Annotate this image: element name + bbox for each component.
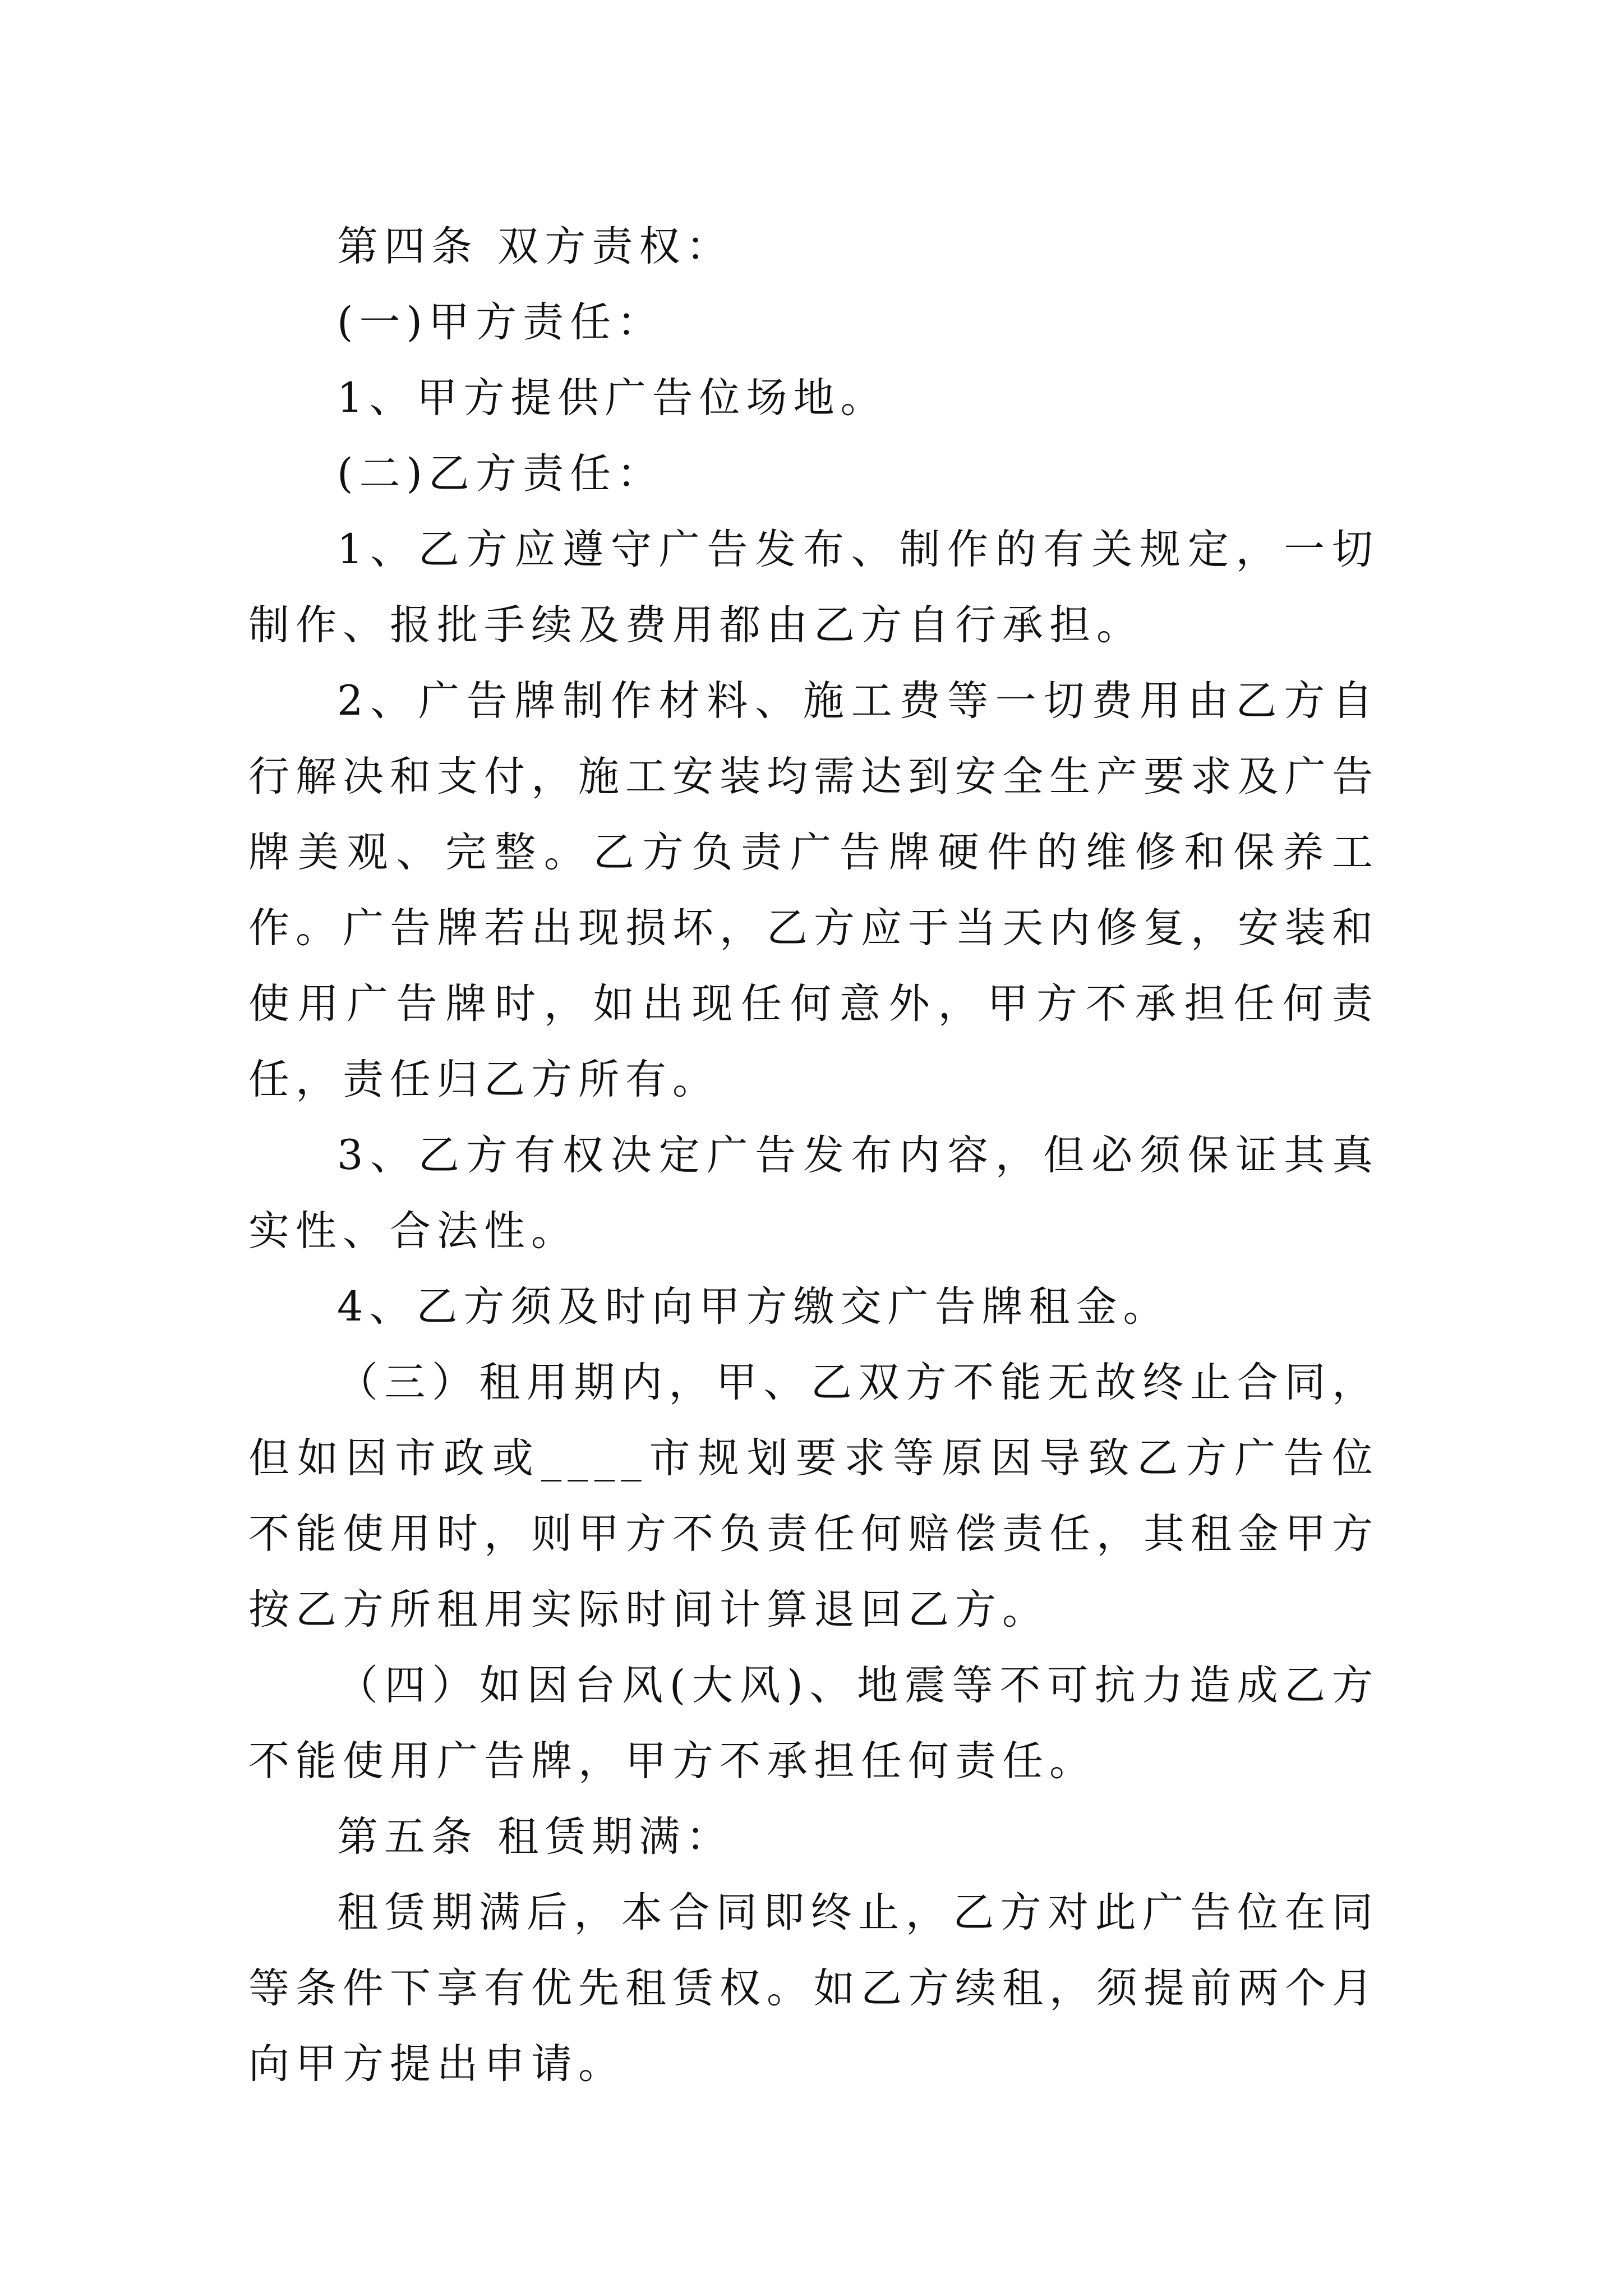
document-body xyxy=(248,209,1379,2102)
clause-four: （四）如因台风(大风)、地震等不可抗力造成乙方不能使用广告牌，甲方不承担任何责任。 xyxy=(248,1662,1379,1785)
party-b-item-2: 2、广告牌制作材料、施工费等一切费用由乙方自行解决和支付，施工安装均需达到安全生产要求及广告牌美观、完整。乙方负责广告牌硬件的维修和保养工作。广告牌若出现损坏，乙方应于当天内修复，安装和使用广告牌时，如出现任何意外，甲方不承担任何责任，责任归乙方所有。 xyxy=(248,677,1379,1103)
party-a-item-1: 1、甲方提供广告位场地。 xyxy=(337,374,888,422)
clause-three: （三）租用期内，甲、乙双方不能无故终止合同，但如因市政或____市规划要求等原因导致乙方广告位不能使用时，则甲方不负责任何赔偿责任，其租金甲方按乙方所租用实际时间计算退回乙方。 xyxy=(248,1359,1379,1634)
party-b-item-3: 3、乙方有权决定广告发布内容，但必须保证其真实性、合法性。 xyxy=(248,1131,1379,1255)
party-b-item-1: 1、乙方应遵守广告发布、制作的有关规定，一切制作、报批手续及费用都由乙方自行承担。 xyxy=(248,526,1379,649)
article-four-heading: 第四条 双方责权： xyxy=(337,223,734,270)
party-b-item-4: 4、乙方须及时向甲方缴交广告牌租金。 xyxy=(337,1283,1170,1331)
article-five-heading: 第五条 租赁期满： xyxy=(337,1813,734,1861)
article-five-body: 租赁期满后，本合同即终止，乙方对此广告位在同等条件下享有优先租赁权。如乙方续租，须提前两个月向甲方提出申请。 xyxy=(248,1889,1379,2088)
party-a-responsibility-heading: (一)甲方责任： xyxy=(337,298,664,346)
party-b-responsibility-heading: (二)乙方责任： xyxy=(337,450,664,498)
